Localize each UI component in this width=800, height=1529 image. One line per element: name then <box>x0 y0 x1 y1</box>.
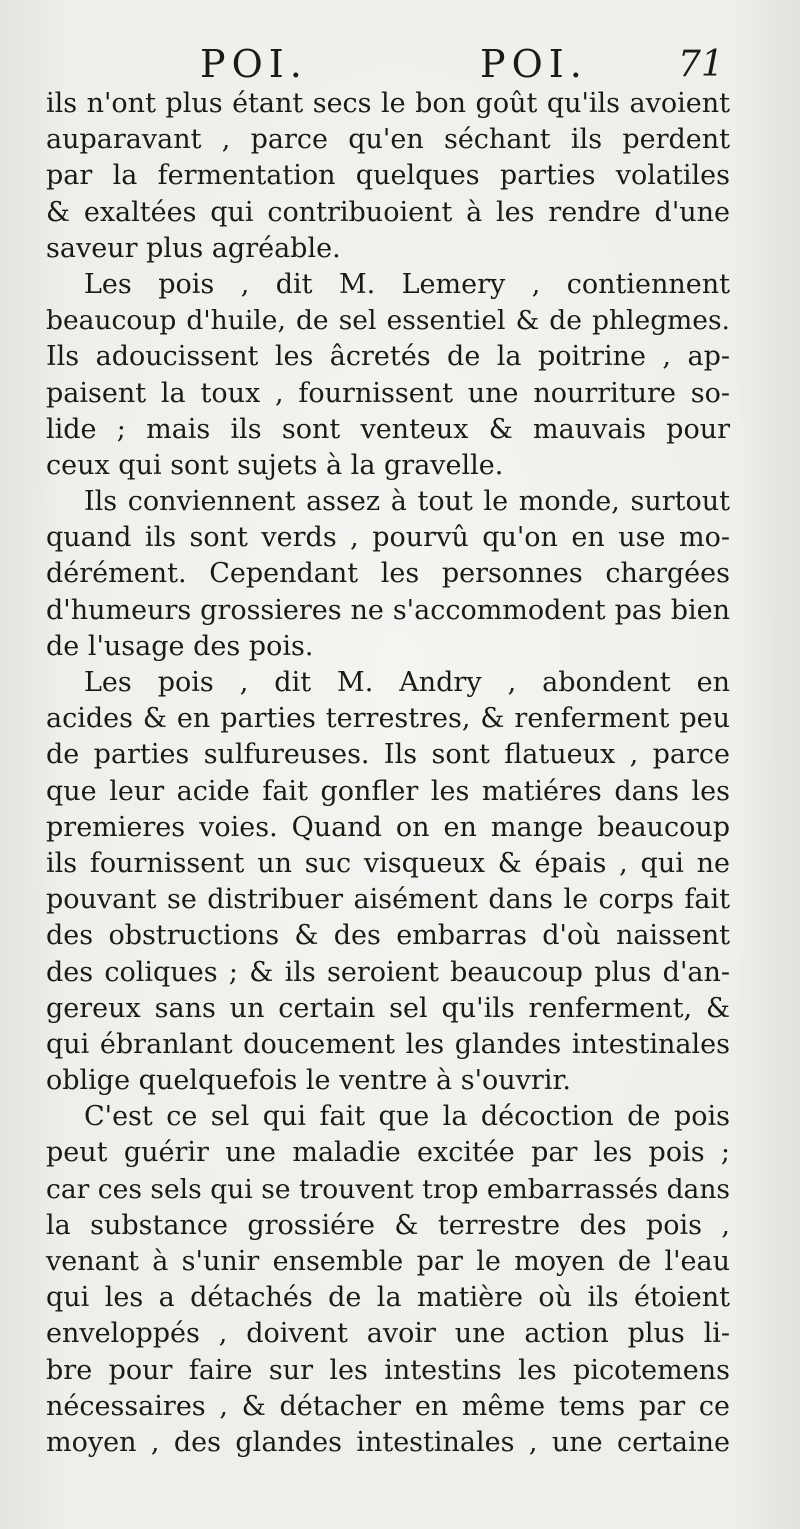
text-line: bre pour faire sur les intestins les picotemens <box>46 1354 730 1386</box>
text-line: acides & en parties terrestres, & renferment peu <box>46 703 730 735</box>
body-text <box>46 86 730 1461</box>
text-line: qui ébranlant doucement les glandes intestinales <box>46 1028 730 1060</box>
text-line: venant à s'unir ensemble par le moyen de l'eau <box>46 1246 730 1277</box>
paragraph-3 <box>46 484 730 665</box>
text-line: par la fermentation quelques parties volatiles <box>46 160 730 192</box>
text-line: lide ; mais ils sont venteux & mauvais pour <box>46 413 730 445</box>
running-head-left: POI. <box>200 42 308 86</box>
paragraph-1 <box>46 86 730 267</box>
running-head <box>0 42 800 92</box>
text-line: enveloppés , doivent avoir une action plus li- <box>46 1318 730 1350</box>
running-head-right: POI. <box>480 42 588 86</box>
text-line: car ces sels qui se trouvent trop embarrassés dans <box>46 1173 730 1205</box>
paragraph-2 <box>46 267 730 484</box>
text-line: de parties sulfureuses. Ils sont flatueux , parce <box>46 739 730 771</box>
text-line: Ils adoucissent les âcretés de la poitrine , ap- <box>46 341 730 373</box>
paragraph-5 <box>46 1099 730 1461</box>
text-line: la substance grossiére & terrestre des pois , <box>46 1209 730 1241</box>
text-line: des obstructions & des embarras d'où naissent <box>46 920 730 952</box>
text-line: de l'usage des pois. <box>46 630 314 662</box>
text-line: pouvant se distribuer aisément dans le corps fait <box>46 884 730 916</box>
text-line: moyen , des glandes intestinales , une certaine <box>46 1426 730 1458</box>
text-line: gereux sans un certain sel qu'ils renferment, & <box>46 992 730 1024</box>
text-line: C'est ce sel qui fait que la décoction de pois <box>84 1101 730 1133</box>
text-line: d'humeurs grossieres ne s'accommodent pas bien <box>46 594 730 626</box>
text-line: que leur acide fait gonfler les matiéres dans les <box>46 775 730 807</box>
text-line: ceux qui sont sujets à la gravelle. <box>46 449 504 481</box>
text-line: nécessaires , & détacher en même tems par ce <box>46 1390 730 1422</box>
text-line: Les pois , dit M. Lemery , contiennent <box>84 268 730 300</box>
text-line: des coliques ; & ils seroient beaucoup plus d'an- <box>46 956 730 988</box>
text-line: saveur plus agréable. <box>46 232 341 264</box>
text-line: & exaltées qui contribuoient à les rendre d'une <box>46 196 730 228</box>
page-number: 71 <box>678 44 724 85</box>
text-line: dérément. Cependant les personnes chargées <box>46 558 730 590</box>
text-line: paisent la toux , fournissent une nourriture so- <box>46 377 730 409</box>
text-line: premieres voies. Quand on en mange beaucoup <box>46 811 730 843</box>
text-line: ils n'ont plus étant secs le bon goût qu'ils avoient <box>46 88 730 119</box>
text-line: oblige quelquefois le ventre à s'ouvrir. <box>46 1065 571 1097</box>
text-line: beaucoup d'huile, de sel essentiel & de phlegmes. <box>46 305 730 337</box>
text-line: Les pois , dit M. Andry , abondent en <box>84 667 730 698</box>
text-line: Ils conviennent assez à tout le monde, surtout <box>84 486 730 518</box>
paragraph-4 <box>46 665 730 1099</box>
text-line: auparavant , parce qu'en séchant ils perdent <box>46 124 730 156</box>
text-line: quand ils sont verds , pourvû qu'on en use mo- <box>46 522 730 554</box>
text-line: qui les a détachés de la matière où ils étoient <box>46 1282 730 1314</box>
text-line: ils fournissent un suc visqueux & épais , qui ne <box>46 847 730 879</box>
text-line: peut guérir une maladie excitée par les pois ; <box>46 1137 730 1169</box>
